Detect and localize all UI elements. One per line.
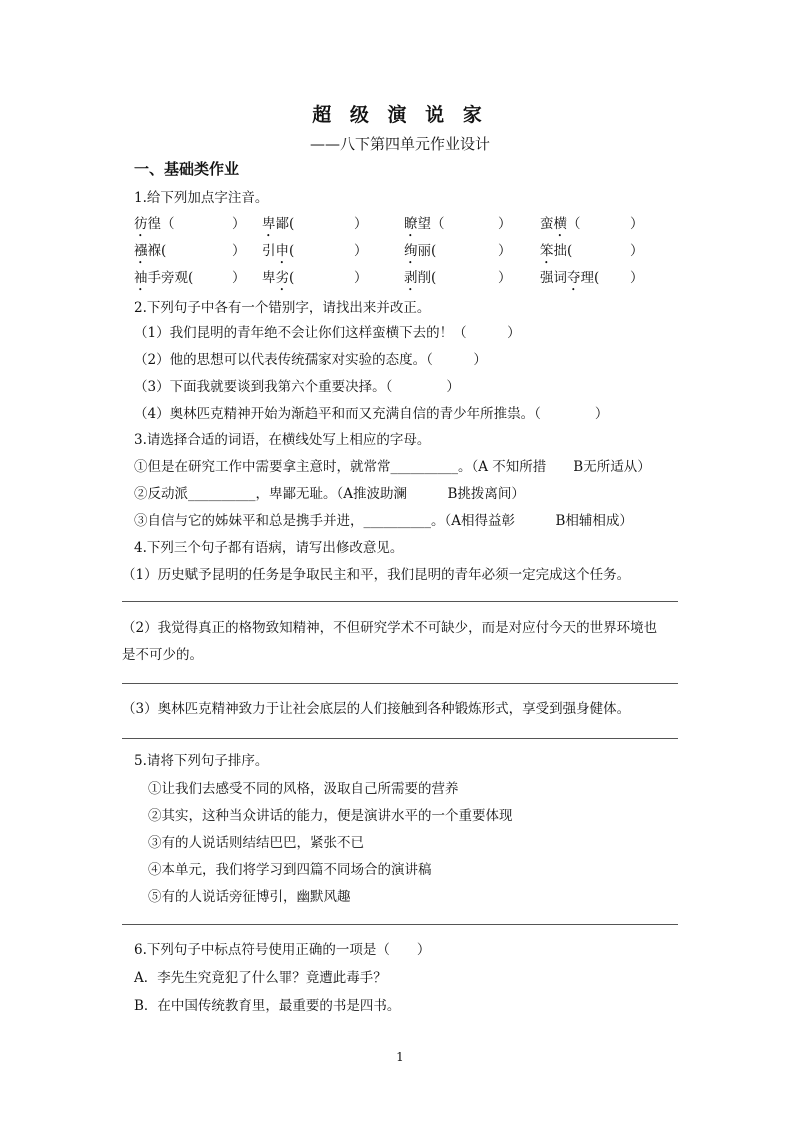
page-number: 1: [396, 1050, 404, 1064]
q3-item-3: ③自信与它的姊妹平和总是携手并进，__________。（A相得益彰 B相辅相成）: [134, 513, 633, 529]
section-heading-basic: 一、基础类作业: [134, 160, 240, 178]
q6-option-a: A．李先生究竟犯了什么罪？竟遭此毒手？: [134, 970, 387, 986]
dotted-character: 绚: [404, 243, 418, 259]
dotted-character: 夺: [567, 270, 581, 286]
pinyin-item: [262, 212, 294, 240]
dotted-character: 襁: [134, 243, 148, 259]
pinyin-item: [134, 239, 166, 267]
dotted-character: 袖: [134, 270, 148, 286]
pinyin-item: [134, 266, 193, 294]
pinyin-word-suffix: 望（: [417, 216, 445, 232]
pinyin-item: [540, 239, 572, 267]
q5-item-1: ①让我们去感受不同的风格，汲取自己所需要的营养: [148, 781, 459, 797]
dotted-character: 卑: [262, 216, 276, 232]
pinyin-word-suffix: 鄙(: [275, 216, 295, 232]
pinyin-item: [540, 212, 581, 240]
pinyin-answer-close-paren: ）: [232, 270, 246, 286]
q5-item-4: ④本单元，我们将学习到四篇不同场合的演讲稿: [148, 862, 432, 878]
q3-item-1: ①但是在研究工作中需要拿主意时，就常常__________。（A 不知所措 B无所适从）: [134, 459, 651, 475]
pinyin-item: [540, 266, 599, 294]
pinyin-word-prefix: 蛮: [540, 216, 554, 232]
pinyin-word-prefix: 强词: [540, 270, 567, 286]
pinyin-answer-close-paren: ）: [630, 243, 644, 259]
q2-item-4: （4）奥林匹克精神开始为渐趋平和而又充满自信的青少年所推祟。（ ）: [134, 406, 609, 422]
pinyin-item: [134, 212, 175, 240]
q3-item-2: ②反动派__________，卑鄙无耻。（A推波助澜 B挑拨离间）: [134, 486, 525, 502]
pinyin-word-suffix: (: [289, 243, 295, 259]
q2-item-2: （2）他的思想可以代表传统孺家对实验的态度。（ ）: [134, 352, 487, 368]
answer-line-1: [122, 601, 678, 602]
pinyin-answer-close-paren: ）: [354, 243, 368, 259]
pinyin-word-suffix: 拙(: [553, 243, 573, 259]
dotted-character: 申: [275, 243, 289, 259]
q5-prompt: 5.请将下列句子排序。: [134, 753, 269, 769]
q2-item-1: （1）我们昆明的青年绝不会让你们这样蛮横下去的！（ ）: [134, 325, 521, 341]
page-title: 超 级 演 说 家: [312, 104, 488, 126]
q5-item-2: ②其实，这种当众讲话的能力，便是演讲水平的一个重要体现: [148, 808, 513, 824]
pinyin-answer-close-paren: ）: [498, 216, 512, 232]
pinyin-word-suffix: 褓(: [147, 243, 167, 259]
q4-prompt: 4.下列三个句子都有语病，请写出修改意见。: [134, 540, 404, 556]
dotted-character: 劣: [275, 270, 289, 286]
q4-item-2-line-2: 是不可少的。: [122, 647, 203, 663]
answer-line-4: [122, 924, 678, 925]
pinyin-item: [262, 266, 294, 294]
q5-item-5: ⑤有的人说话旁征博引，幽默风趣: [148, 889, 351, 905]
pinyin-item: [404, 239, 436, 267]
pinyin-item: [262, 239, 294, 267]
pinyin-word-prefix: 引: [262, 243, 276, 259]
page-subtitle: ——八下第四单元作业设计: [310, 135, 491, 153]
dotted-character: 瞭: [404, 216, 418, 232]
pinyin-answer-close-paren: ）: [498, 270, 512, 286]
answer-line-3: [122, 738, 678, 739]
answer-line-2: [122, 683, 678, 684]
q2-prompt: 2.下列句子中各有一个错别字，请找出来并改正。: [134, 300, 431, 316]
q3-prompt: 3.请选择合适的词语，在横线处写上相应的字母。: [134, 432, 431, 448]
pinyin-word-suffix: 徨（: [147, 216, 175, 232]
q4-item-2-line-1: （2）我觉得真正的格物致知精神，不但研究学术不可缺少，而是对应付今天的世界环境也: [122, 620, 658, 636]
pinyin-word-suffix: 手旁观(: [147, 270, 194, 286]
pinyin-word-suffix: （: [567, 216, 581, 232]
q4-item-3: （3）奥林匹克精神致力于让社会底层的人们接触到各种锻炼形式，享受到强身健体。: [122, 701, 631, 717]
q5-item-3: ③有的人说话则结结巴巴，紧张不已: [148, 835, 364, 851]
pinyin-word-suffix: 削(: [417, 270, 437, 286]
pinyin-word-suffix: (: [289, 270, 295, 286]
pinyin-answer-close-paren: ）: [498, 243, 512, 259]
pinyin-answer-close-paren: ）: [630, 216, 644, 232]
dotted-character: 彷: [134, 216, 148, 232]
pinyin-answer-close-paren: ）: [232, 243, 246, 259]
dotted-character: 剥: [404, 270, 418, 286]
pinyin-answer-close-paren: ）: [354, 270, 368, 286]
pinyin-word-prefix: 卑: [262, 270, 276, 286]
pinyin-answer-close-paren: ）: [354, 216, 368, 232]
q4-item-1: （1）历史赋予昆明的任务是争取民主和平，我们昆明的青年必须一定完成这个任务。: [122, 567, 631, 583]
dotted-character: 横: [553, 216, 567, 232]
q6-option-b: B．在中国传统教育里，最重要的书是四书。: [134, 998, 401, 1014]
q1-prompt: 1.给下列加点字注音。: [134, 190, 269, 206]
pinyin-answer-close-paren: ）: [232, 216, 246, 232]
pinyin-word-suffix: 丽(: [417, 243, 437, 259]
pinyin-answer-close-paren: ）: [630, 270, 644, 286]
pinyin-item: [404, 266, 436, 294]
q6-prompt: 6.下列句子中标点符号使用正确的一项是（ ）: [134, 942, 431, 958]
pinyin-item: [404, 212, 445, 240]
pinyin-word-suffix: 理(: [580, 270, 600, 286]
q2-item-3: （3）下面我就要谈到我第六个重要决择。（ ）: [134, 379, 460, 395]
dotted-character: 笨: [540, 243, 554, 259]
